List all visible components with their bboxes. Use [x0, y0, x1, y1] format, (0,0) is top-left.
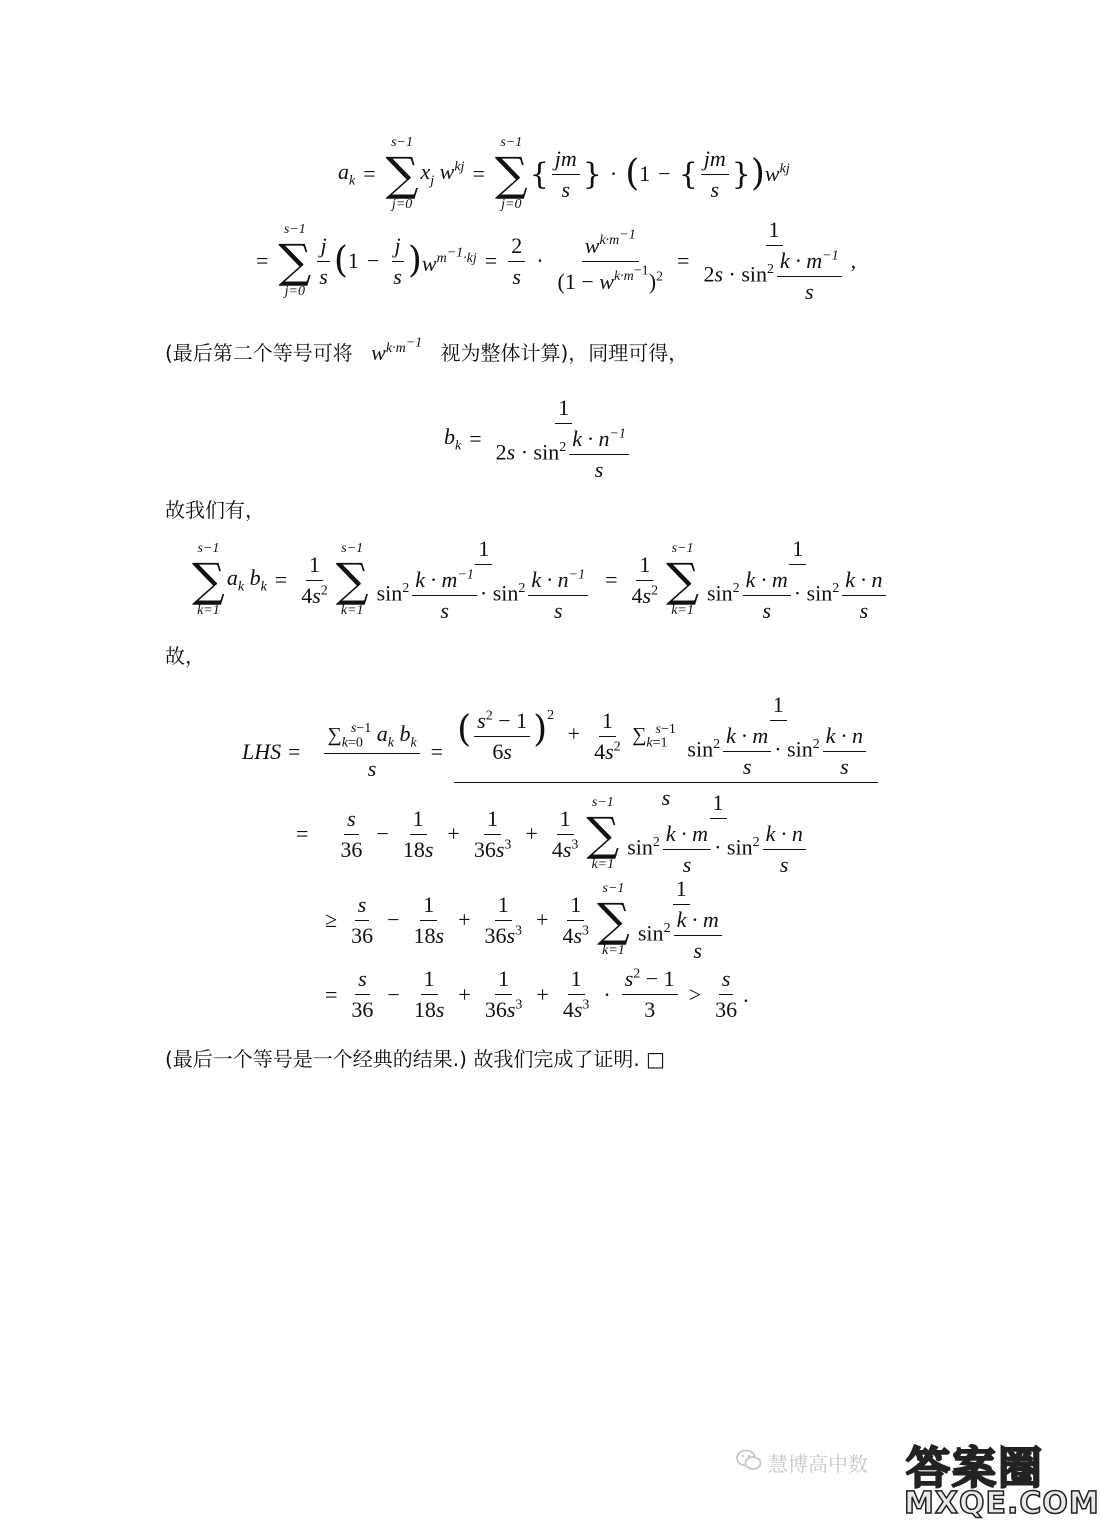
equation-bk: $b_k$ = 1 $2s \cdot \sin^2$ $\frac{k \cdot n^{-1}}{s}$: [444, 395, 638, 483]
equation-lhs-line3: ≥ $\frac{s}{36}$ − $\frac{1}{18s}$ + $\frac{1}{36s^3}$ + $\frac{1}{4s^3}$ s−1 ∑ k=1 1 $\sin^2$ $\frac{k \cdot m}{s}$: [325, 876, 731, 964]
lhs-label: LHS =: [242, 738, 302, 764]
equation-ak-line2: = s−1 ∑ j=0 $\frac{j}{s}$ ( 1 − $\frac{j}{s}$ ) $w^{m^{-1}\cdot kj}$ = $\frac{2}{s}$ · $\frac{w^{k\cdot m^{-1}}}{(1 - w^{k\cdot m^{-1}})^2}$ = 1 $2s \cdot \sin^2$ $\frac{k \cdot m^{-1}}{s}$ ,: [256, 217, 857, 304]
equation-lhs-line1: LHS = $\frac{\sum_{k=0}^{s-1} a_k b_k}{s}$ = ( $\frac{s^2 - 1}{6s}$ )$^2$ + $\frac{1}{4s^2}$ $\sum_{k=1}^{s-1}$ 1 $\sin^2$ $\frac{k \cdot m}{s}$ · $\sin^2$ $\frac{k \cdot n}{s}$ s: [242, 692, 881, 811]
watermark-logo-bottom: MXQE.COM: [904, 1486, 1100, 1521]
watermark-text: 慧博高中数: [768, 1452, 868, 1476]
wechat-icon: [736, 1449, 762, 1476]
paragraph-3: 故，: [165, 644, 205, 668]
equation-sum-akbk: s−1 ∑ k=1 $a_k$ $b_k$ = $\frac{1}{4s^2}$ s−1 ∑ k=1 1 $\sin^2$ $\frac{k \cdot m^{-1}}{s}$ · $\sin^2$ $\frac{k \cdot n^{-1}}{s}$ = $\frac{1}{4s^2}$ s−1 ∑ k=1 1 $\sin^2$ $\frac{k \cdot m}{s}$ · $\sin^2$ $\frac{k \cdot n}{s}$: [190, 536, 895, 624]
equation-lhs-line2: = $\frac{s}{36}$ − $\frac{1}{18s}$ + $\frac{1}{36s^3}$ + $\frac{1}{4s^3}$ s−1 ∑ k=1 1 $\sin^2$ $\frac{k \cdot m}{s}$ · $\sin^2$ $\frac{k \cdot n}{s}$: [288, 790, 815, 878]
paragraph-2: 故我们有，: [165, 498, 265, 522]
paragraph-1: (最后第二个等号可将 $w^{k\cdot m^{-1}}$ 视为整体计算)，同理可得，: [165, 335, 689, 365]
watermark-logo-top: 答案圈: [906, 1443, 1044, 1494]
paragraph-4: (最后一个等号是一个经典的结果.) 故我们完成了证明. □: [165, 1047, 665, 1071]
equation-lhs-line4: = $\frac{s}{36}$ − $\frac{1}{18s}$ + $\frac{1}{36s^3}$ + $\frac{1}{4s^3}$ · $\frac{s^2 - 1}{3}$ > $\frac{s}{36}$ .: [325, 966, 749, 1022]
watermark-account: [736, 1448, 868, 1477]
equation-ak-line1: $a_k$ = s−1 ∑ j=0 $x_j$ $w^{kj}$ = s−1 ∑ j=0 { $\frac{jm}{s}$ } · ( 1 − { $\frac{jm}{s}$ } ) $w^{kj}$: [338, 135, 790, 212]
paragraph-1-suffix: 视为整体计算)，同理可得，: [440, 340, 689, 365]
paragraph-1-prefix: (最后第二个等号可将: [165, 340, 353, 365]
watermark-logo: [900, 1432, 1100, 1522]
